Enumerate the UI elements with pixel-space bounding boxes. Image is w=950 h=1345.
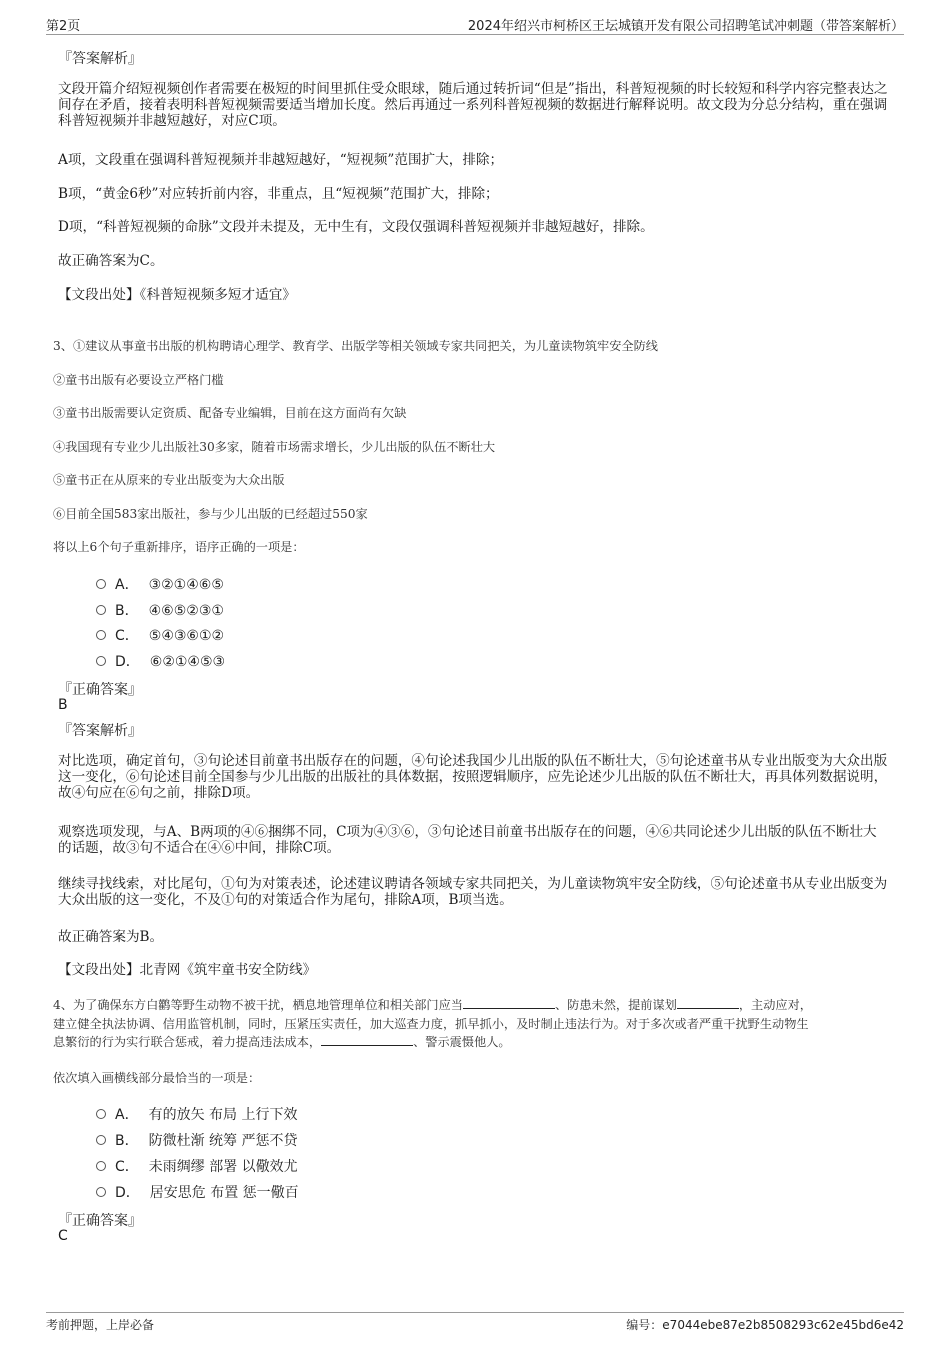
radio-icon[interactable] — [96, 656, 106, 666]
fill-blank — [321, 1033, 413, 1046]
document-code: 编号：e7044ebe87e2b8508293c62e45bd6e42 — [626, 1318, 904, 1332]
analysis-paragraph: 继续寻找线索，对比尾句，①句为对策表述，论述建议聘请各领域专家共同把关，为儿童读物筑牢安全防线，⑤句论述童书从专业出版变为大众出版的这一变化，不及①句的对策适合作为尾句，排除A项，B项当选。 — [58, 876, 888, 908]
radio-icon[interactable] — [96, 1187, 106, 1197]
option-c[interactable]: C． 未雨绸缪 部署 以儆效尤 — [96, 1156, 298, 1176]
correct-answer: B — [58, 697, 68, 713]
page-number: 第2页 — [46, 19, 81, 34]
radio-icon[interactable] — [96, 1161, 106, 1171]
question-stem — [53, 996, 891, 1052]
question-sentence: ②童书出版有必要设立严格门槛 — [53, 373, 224, 387]
option-a[interactable]: A． 有的放矢 布局 上行下效 — [96, 1104, 297, 1124]
analysis-paragraph: 观察选项发现，与A、B两项的④⑥捆绑不同，C项为④③⑥，③句论述目前童书出版存在的问题，④⑥共同论述少儿出版的队伍不断壮大的话题，故③句不适合在④⑥中间，排除C项。 — [58, 824, 877, 856]
option-b[interactable]: B． 防微杜渐 统筹 严惩不贷 — [96, 1130, 298, 1150]
question-stem-line: 建立健全执法协调、信用监管机制，同时，压紧压实责任，加大巡查力度，抓早抓小，及时制止违法行为。对于多次或者严重干扰野生动物生 — [53, 1016, 809, 1031]
source-citation: 【文段出处】《科普短视频多短才适宜》 — [58, 287, 296, 303]
option-d[interactable]: D． ⑥②①④⑤③ — [96, 651, 225, 671]
radio-icon[interactable] — [96, 605, 106, 615]
analysis-paragraph: 对比选项，确定首句，③句论述目前童书出版存在的问题，④句论述我国少儿出版的队伍不断壮大，⑤句论述童书从专业出版变为大众出版这一变化，⑥句论述目前全国参与少儿出版的出版社的具体数据，按照逻辑顺序，应先论述少儿出版的队伍不断壮大，再具体列数据说明，故④句应在⑥句之前，排除D项。 — [58, 753, 888, 801]
question-stem-line: 息繁衍的行为实行联合惩戒，着力提高违法成本， 、警示震慑他人。 — [53, 1035, 511, 1049]
footer-slogan: 考前押题，上岸必备 — [46, 1318, 155, 1332]
fill-blank — [463, 996, 555, 1009]
option-a[interactable]: A． ③②①④⑥⑤ — [96, 574, 224, 594]
analysis-conclusion: 故正确答案为B。 — [58, 929, 164, 945]
question-stem: 3、①建议从事童书出版的机构聘请心理学、教育学、出版学等相关领域专家共同把关，为儿童读物筑牢安全防线 — [53, 339, 658, 353]
source-citation: 【文段出处】北青网《筑牢童书安全防线》 — [58, 962, 317, 978]
radio-icon[interactable] — [96, 579, 106, 589]
question-prompt: 依次填入画横线部分最恰当的一项是： — [53, 1071, 261, 1085]
question-sentence: ⑤童书正在从原来的专业出版变为大众出版 — [53, 473, 285, 487]
analysis-conclusion: 故正确答案为C。 — [58, 253, 164, 269]
radio-icon[interactable] — [96, 630, 106, 640]
correct-answer-label: 『正确答案』 — [58, 682, 142, 698]
analysis-paragraph: D项，“科普短视频的命脉”文段并未提及，无中生有，文段仅强调科普短视频并非越短越好，排除。 — [58, 219, 654, 235]
question-stem-line: 4、为了确保东方白鹳等野生动物不被干扰，栖息地管理单位和相关部门应当 、防患未然，提前谋划 ，主动应对， — [53, 998, 812, 1012]
question-sentence: ③童书出版需要认定资质、配备专业编辑，目前在这方面尚有欠缺 — [53, 406, 407, 420]
document-title: 2024年绍兴市柯桥区王坛城镇开发有限公司招聘笔试冲刺题（带答案解析） — [467, 19, 904, 34]
question-sentence: ④我国现有专业少儿出版社30多家，随着市场需求增长，少儿出版的队伍不断壮大 — [53, 440, 496, 454]
question-sentence: ⑥目前全国583家出版社，参与少儿出版的已经超过550家 — [53, 507, 368, 521]
correct-answer: C — [58, 1228, 68, 1244]
correct-answer-label: 『正确答案』 — [58, 1213, 142, 1229]
option-c[interactable]: C． ⑤④③⑥①② — [96, 625, 224, 645]
fill-blank — [677, 996, 739, 1009]
analysis-paragraph: B项，“黄金6秒”对应转折前内容，非重点，且“短视频”范围扩大，排除； — [58, 186, 499, 202]
option-b[interactable]: B． ④⑥⑤②③① — [96, 600, 224, 620]
analysis-paragraph: A项，文段重在强调科普短视频并非越短越好，“短视频”范围扩大，排除； — [58, 152, 504, 168]
radio-icon[interactable] — [96, 1109, 106, 1119]
analysis-label: 『答案解析』 — [58, 723, 142, 739]
radio-icon[interactable] — [96, 1135, 106, 1145]
page-footer — [46, 1312, 904, 1335]
option-d[interactable]: D． 居安思危 布置 惩一儆百 — [96, 1182, 299, 1202]
page-header — [46, 14, 904, 35]
analysis-label: 『答案解析』 — [58, 51, 142, 67]
analysis-paragraph: 文段开篇介绍短视频创作者需要在极短的时间里抓住受众眼球，随后通过转折词“但是”指出，科普短视频的时长较短和科学内容完整表达之间存在矛盾，接着表明科普短视频需要适当增加长度。然后再通过一系列科普短视频的数据进行解释说明。故文段为分总分结构，重在强调科普短视频并非越短越好，对应C项。 — [58, 81, 888, 129]
question-prompt: 将以上6个句子重新排序，语序正确的一项是： — [53, 540, 305, 554]
